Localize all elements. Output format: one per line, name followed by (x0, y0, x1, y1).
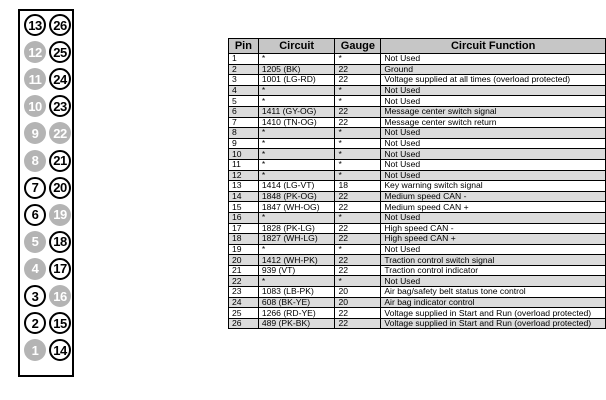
cell-circuit-function: Medium speed CAN - (381, 191, 606, 202)
cell-pin: 7 (229, 117, 259, 128)
cell-circuit: * (258, 170, 335, 181)
connector-row (20, 122, 72, 146)
cell-circuit-function: High speed CAN - (381, 223, 606, 234)
cell-circuit: 1411 (GY-OG) (258, 106, 335, 117)
connector-pin: 5 (24, 231, 46, 253)
connector-pin: 13 (24, 14, 46, 36)
cell-circuit: * (258, 54, 335, 65)
connector-row (20, 258, 72, 282)
cell-pin: 4 (229, 85, 259, 96)
connector-pin: 14 (49, 339, 71, 361)
cell-gauge: 22 (335, 318, 381, 329)
cell-circuit: * (258, 138, 335, 149)
cell-circuit-function: Not Used (381, 212, 606, 223)
connector-pin: 2 (24, 312, 46, 334)
cell-circuit-function: Traction control indicator (381, 265, 606, 276)
connector-pin: 12 (24, 41, 46, 63)
table-row (229, 138, 606, 149)
table-row (229, 202, 606, 213)
cell-pin: 13 (229, 181, 259, 192)
table-row (229, 106, 606, 117)
cell-circuit: 1828 (PK-LG) (258, 223, 335, 234)
connector-pin: 9 (24, 122, 46, 144)
cell-circuit-function: Air bag/safety belt status tone control (381, 287, 606, 298)
connector-pin: 21 (49, 150, 71, 172)
cell-gauge: 22 (335, 255, 381, 266)
cell-circuit: 1083 (LB-PK) (258, 287, 335, 298)
header-pin: Pin (229, 39, 259, 54)
connector-row (20, 14, 72, 38)
cell-circuit: * (258, 149, 335, 160)
cell-pin: 10 (229, 149, 259, 160)
connector-diagram (18, 9, 74, 377)
cell-circuit-function: Key warning switch signal (381, 181, 606, 192)
table-row (229, 212, 606, 223)
table-row (229, 75, 606, 86)
cell-gauge: 20 (335, 297, 381, 308)
cell-gauge: 22 (335, 191, 381, 202)
connector-row (20, 41, 72, 65)
cell-gauge: 20 (335, 287, 381, 298)
cell-circuit-function: Not Used (381, 54, 606, 65)
cell-gauge: 22 (335, 106, 381, 117)
cell-circuit: * (258, 85, 335, 96)
connector-pin: 23 (49, 95, 71, 117)
connector-row (20, 95, 72, 119)
cell-pin: 16 (229, 212, 259, 223)
table-row (229, 308, 606, 319)
cell-circuit-function: Voltage supplied at all times (overload protected) (381, 75, 606, 86)
connector-pin: 8 (24, 150, 46, 172)
cell-circuit: * (258, 159, 335, 170)
cell-gauge: 22 (335, 64, 381, 75)
cell-pin: 18 (229, 234, 259, 245)
cell-circuit: 489 (PK-BK) (258, 318, 335, 329)
cell-pin: 23 (229, 287, 259, 298)
connector-pin: 1 (24, 339, 46, 361)
table-row (229, 54, 606, 65)
cell-circuit-function: Voltage supplied in Start and Run (overload protected) (381, 318, 606, 329)
table-row (229, 159, 606, 170)
cell-circuit: 939 (VT) (258, 265, 335, 276)
table-row (229, 149, 606, 160)
cell-circuit-function: Not Used (381, 170, 606, 181)
connector-pin: 20 (49, 177, 71, 199)
connector-pin: 18 (49, 231, 71, 253)
table-header-row (229, 39, 606, 54)
cell-gauge: * (335, 212, 381, 223)
table-row (229, 265, 606, 276)
cell-gauge: 22 (335, 117, 381, 128)
connector-pin: 15 (49, 312, 71, 334)
cell-circuit: * (258, 244, 335, 255)
table-row (229, 318, 606, 329)
table-row (229, 170, 606, 181)
cell-circuit: * (258, 128, 335, 139)
cell-pin: 15 (229, 202, 259, 213)
table-row (229, 117, 606, 128)
connector-row (20, 150, 72, 174)
cell-circuit-function: Message center switch signal (381, 106, 606, 117)
cell-circuit: 1848 (PK-OG) (258, 191, 335, 202)
table-row (229, 64, 606, 75)
table-row (229, 234, 606, 245)
connector-row (20, 339, 72, 363)
cell-circuit-function: Not Used (381, 244, 606, 255)
cell-pin: 5 (229, 96, 259, 107)
cell-circuit: * (258, 276, 335, 287)
connector-pin: 10 (24, 95, 46, 117)
connector-row (20, 68, 72, 92)
cell-circuit: 1412 (WH-PK) (258, 255, 335, 266)
cell-circuit: 1266 (RD-YE) (258, 308, 335, 319)
cell-circuit: 608 (BK-YE) (258, 297, 335, 308)
cell-pin: 6 (229, 106, 259, 117)
cell-pin: 3 (229, 75, 259, 86)
cell-circuit: * (258, 212, 335, 223)
header-circuit: Circuit (258, 39, 335, 54)
table-row (229, 255, 606, 266)
table-row (229, 96, 606, 107)
table-row (229, 276, 606, 287)
connector-row (20, 231, 72, 255)
connector-pin: 4 (24, 258, 46, 280)
cell-pin: 25 (229, 308, 259, 319)
cell-gauge: * (335, 159, 381, 170)
table-row (229, 128, 606, 139)
cell-circuit: 1847 (WH-OG) (258, 202, 335, 213)
table-row (229, 85, 606, 96)
cell-pin: 12 (229, 170, 259, 181)
table-row (229, 181, 606, 192)
connector-row (20, 285, 72, 309)
connector-row (20, 204, 72, 228)
header-circuit-function: Circuit Function (381, 39, 606, 54)
connector-pin: 16 (49, 285, 71, 307)
cell-pin: 21 (229, 265, 259, 276)
connector-pin: 24 (49, 68, 71, 90)
cell-gauge: 22 (335, 202, 381, 213)
cell-pin: 1 (229, 54, 259, 65)
cell-circuit: * (258, 96, 335, 107)
cell-gauge: * (335, 85, 381, 96)
cell-gauge: 22 (335, 308, 381, 319)
cell-circuit: 1827 (WH-LG) (258, 234, 335, 245)
cell-circuit-function: Not Used (381, 128, 606, 139)
cell-circuit-function: Not Used (381, 149, 606, 160)
cell-gauge: * (335, 244, 381, 255)
cell-circuit-function: Not Used (381, 276, 606, 287)
cell-circuit-function: Not Used (381, 85, 606, 96)
cell-pin: 9 (229, 138, 259, 149)
cell-circuit-function: High speed CAN + (381, 234, 606, 245)
connector-pin: 19 (49, 204, 71, 226)
cell-circuit: 1001 (LG-RD) (258, 75, 335, 86)
connector-pin: 26 (49, 14, 71, 36)
connector-pin: 7 (24, 177, 46, 199)
cell-circuit-function: Voltage supplied in Start and Run (overload protected) (381, 308, 606, 319)
table-row (229, 191, 606, 202)
cell-pin: 11 (229, 159, 259, 170)
cell-gauge: * (335, 276, 381, 287)
table-row (229, 287, 606, 298)
connector-pin: 11 (24, 68, 46, 90)
connector-row (20, 312, 72, 336)
connector-pin: 22 (49, 122, 71, 144)
cell-gauge: * (335, 128, 381, 139)
connector-pin: 17 (49, 258, 71, 280)
cell-pin: 22 (229, 276, 259, 287)
cell-circuit-function: Not Used (381, 96, 606, 107)
cell-pin: 26 (229, 318, 259, 329)
table-row (229, 244, 606, 255)
cell-pin: 2 (229, 64, 259, 75)
cell-pin: 14 (229, 191, 259, 202)
cell-circuit-function: Not Used (381, 159, 606, 170)
cell-gauge: 22 (335, 223, 381, 234)
connector-pin: 3 (24, 285, 46, 307)
cell-circuit-function: Not Used (381, 138, 606, 149)
cell-pin: 17 (229, 223, 259, 234)
connector-row (20, 177, 72, 201)
cell-circuit-function: Ground (381, 64, 606, 75)
cell-circuit: 1410 (TN-OG) (258, 117, 335, 128)
cell-circuit-function: Traction control switch signal (381, 255, 606, 266)
cell-gauge: 18 (335, 181, 381, 192)
cell-gauge: * (335, 170, 381, 181)
cell-circuit-function: Message center switch return (381, 117, 606, 128)
cell-gauge: 22 (335, 75, 381, 86)
table-row (229, 297, 606, 308)
cell-pin: 24 (229, 297, 259, 308)
connector-pin: 25 (49, 41, 71, 63)
cell-pin: 8 (229, 128, 259, 139)
cell-gauge: 22 (335, 265, 381, 276)
header-gauge: Gauge (335, 39, 381, 54)
cell-gauge: * (335, 138, 381, 149)
cell-gauge: 22 (335, 234, 381, 245)
cell-circuit: 1414 (LG-VT) (258, 181, 335, 192)
cell-gauge: * (335, 54, 381, 65)
connector-pin: 6 (24, 204, 46, 226)
cell-gauge: * (335, 149, 381, 160)
cell-circuit-function: Medium speed CAN + (381, 202, 606, 213)
cell-circuit: 1205 (BK) (258, 64, 335, 75)
cell-gauge: * (335, 96, 381, 107)
cell-circuit-function: Air bag indicator control (381, 297, 606, 308)
pinout-table (228, 38, 606, 329)
cell-pin: 20 (229, 255, 259, 266)
cell-pin: 19 (229, 244, 259, 255)
table-row (229, 223, 606, 234)
